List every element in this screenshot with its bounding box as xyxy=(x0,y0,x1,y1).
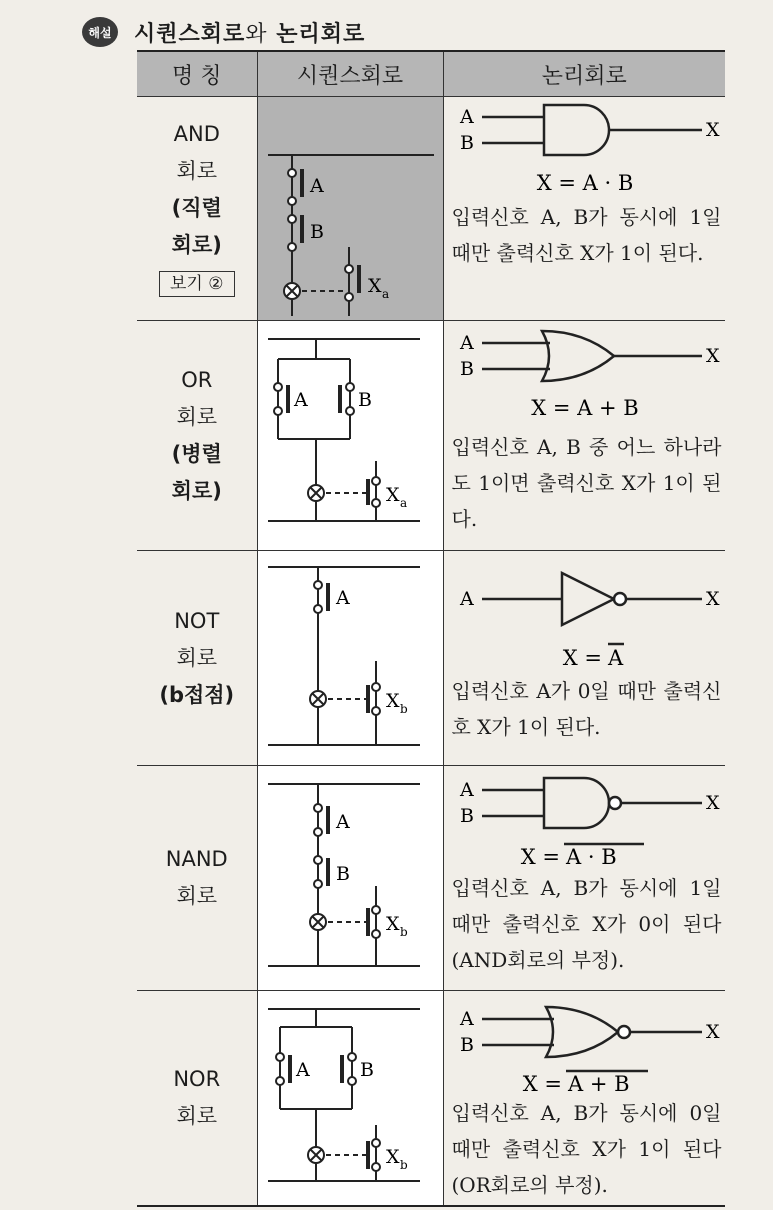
or-description: 입력신호 A, B 중 어느 하나라도 1이면 출력신호 X가 1이 된다. xyxy=(451,435,722,531)
not-expression-overbar: A xyxy=(607,646,623,670)
or-name-cell xyxy=(137,321,257,551)
nor-relay-label: X xyxy=(385,1146,400,1168)
table-row-nand xyxy=(137,766,725,991)
and-relay-label: X xyxy=(367,275,382,297)
title-part-logic: 논리회로 xyxy=(276,21,366,47)
and-description: 입력신호 A, B가 동시에 1일 때만 출력신호 X가 1이 된다. xyxy=(451,205,722,265)
title-part-sequence: 시퀀스회로 xyxy=(134,21,246,47)
nor-description: 입력신호 A, B가 동시에 0일 때만 출력신호 X가 1이 된다(OR회로의 부정). xyxy=(451,1101,722,1197)
or-sequence-cell xyxy=(257,321,443,551)
column-header-logic: 논리회로 xyxy=(443,51,725,97)
nor-contact-a-label: A xyxy=(295,1059,310,1081)
or-expression: X = A + B xyxy=(530,396,639,420)
nor-gate-symbol xyxy=(444,991,726,1101)
not-relay-label: X xyxy=(385,690,400,712)
and-logic-cell xyxy=(443,97,725,321)
explanation-badge: 해설 xyxy=(82,17,118,47)
nor-logic-cell xyxy=(443,991,725,1207)
nand-input-a: A xyxy=(459,779,474,801)
and-name: AND xyxy=(173,122,220,146)
nand-expression-left: X = xyxy=(520,845,560,869)
not-name-kr: 회로 xyxy=(176,645,218,670)
or-relay-subscript: a xyxy=(399,496,407,510)
table-header-row xyxy=(137,51,725,97)
or-relay-label: X xyxy=(385,484,400,506)
section-header xyxy=(82,14,365,50)
and-reference-box: 보기 ② xyxy=(159,271,235,297)
nand-name-cell xyxy=(137,766,257,991)
nand-output-x: X xyxy=(705,792,720,814)
or-output-x: X xyxy=(705,345,720,367)
nand-expression-overbar: A · B xyxy=(565,845,617,869)
nand-logic-cell xyxy=(443,766,725,991)
table-row-nor xyxy=(137,991,725,1207)
or-logic-cell xyxy=(443,321,725,551)
nand-contact-b-label: B xyxy=(335,863,350,885)
not-logic-cell xyxy=(443,551,725,766)
and-sequence-cell xyxy=(257,97,443,321)
nand-sequence-cell xyxy=(257,766,443,991)
nand-name: NAND xyxy=(165,847,228,871)
or-name: OR xyxy=(181,367,213,392)
nor-sequence-diagram xyxy=(258,991,444,1201)
table-row-and xyxy=(137,97,725,321)
nand-name-kr: 회로 xyxy=(176,884,218,908)
nor-expression-overbar: A + B xyxy=(567,1072,630,1096)
not-output-x: X xyxy=(705,588,720,610)
and-contact-b-label: B xyxy=(309,221,324,243)
not-input-a: A xyxy=(459,588,474,610)
or-input-a: A xyxy=(459,332,474,354)
not-name: NOT xyxy=(174,608,220,633)
not-gate-symbol xyxy=(444,551,726,681)
not-expression-left: X = xyxy=(562,646,602,670)
and-series-note: (직렬 xyxy=(171,196,222,220)
and-expression: X = A · B xyxy=(536,171,633,195)
or-contact-a-label: A xyxy=(293,389,308,411)
not-b-contact-note: (b접점) xyxy=(159,682,235,707)
and-name-kr: 회로 xyxy=(176,159,218,183)
nand-gate-symbol xyxy=(444,766,726,876)
not-relay-subscript: b xyxy=(399,702,408,716)
title-joint: 와 xyxy=(245,21,268,47)
table-row-or xyxy=(137,321,725,551)
and-relay-subscript: a xyxy=(381,287,389,301)
or-input-b: B xyxy=(459,358,474,380)
or-name-kr: 회로 xyxy=(176,404,218,429)
or-parallel-note: (병렬 xyxy=(171,441,222,466)
nand-description: 입력신호 A, B가 동시에 1일 때만 출력신호 X가 0이 된다(AND회로의 부정). xyxy=(451,876,722,972)
nor-name-kr: 회로 xyxy=(176,1104,218,1128)
nand-contact-a-label: A xyxy=(335,811,350,833)
nor-name: NOR xyxy=(173,1067,221,1091)
not-sequence-diagram xyxy=(258,551,444,761)
and-gate-symbol xyxy=(444,97,726,207)
or-gate-symbol xyxy=(444,321,726,431)
or-parallel-note-2: 회로) xyxy=(171,478,222,503)
nand-relay-subscript: b xyxy=(399,925,408,939)
nor-expression-left: X = xyxy=(522,1072,562,1096)
section-title xyxy=(134,17,365,48)
nand-input-b: B xyxy=(459,805,474,827)
nand-sequence-diagram xyxy=(258,766,444,986)
nor-input-a: A xyxy=(459,1008,474,1030)
not-contact-a-label: A xyxy=(335,587,350,609)
and-output-x: X xyxy=(705,119,720,141)
or-contact-b-label: B xyxy=(357,389,372,411)
not-sequence-cell xyxy=(257,551,443,766)
table-row-not xyxy=(137,551,725,766)
or-sequence-diagram xyxy=(258,321,444,546)
and-name-cell xyxy=(137,97,257,321)
not-description: 입력신호 A가 0일 때만 출력신호 X가 1이 된다. xyxy=(451,679,722,739)
and-sequence-diagram xyxy=(258,97,444,316)
column-header-name: 명 칭 xyxy=(137,51,257,97)
nor-contact-b-label: B xyxy=(359,1059,374,1081)
and-input-b: B xyxy=(459,132,474,154)
nand-relay-label: X xyxy=(385,913,400,935)
not-name-cell xyxy=(137,551,257,766)
column-header-sequence: 시퀀스회로 xyxy=(257,51,443,97)
and-series-note-2: 회로) xyxy=(171,233,222,257)
and-contact-a-label: A xyxy=(309,175,324,197)
nor-input-b: B xyxy=(459,1034,474,1056)
and-input-a: A xyxy=(459,106,474,128)
nor-name-cell xyxy=(137,991,257,1207)
nor-relay-subscript: b xyxy=(399,1158,408,1172)
nor-output-x: X xyxy=(705,1021,720,1043)
nor-sequence-cell xyxy=(257,991,443,1207)
circuit-comparison-table xyxy=(137,50,725,1207)
